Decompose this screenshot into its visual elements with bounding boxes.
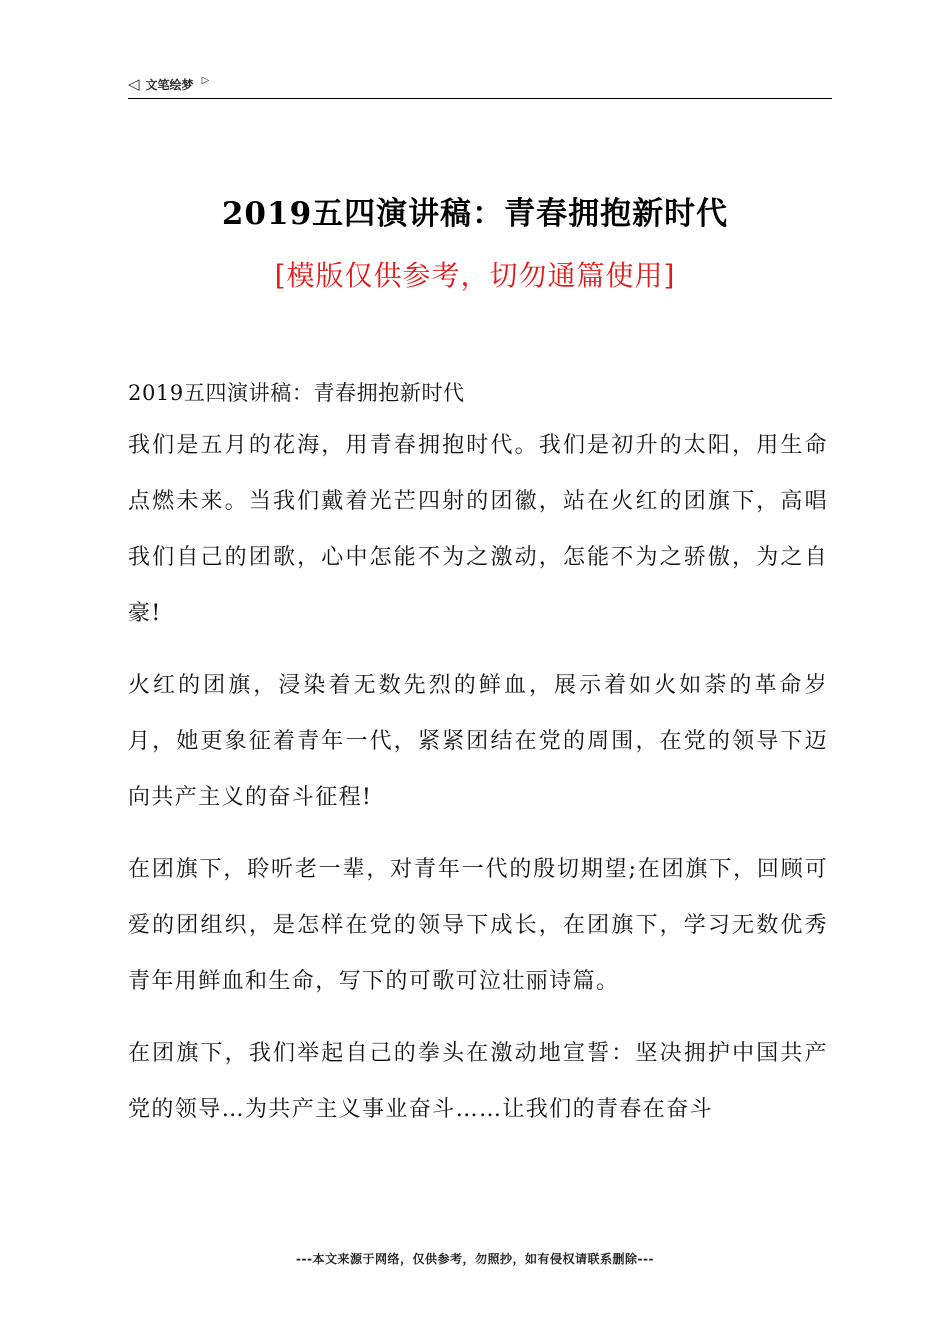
- triangle-right-icon: ▷: [201, 75, 210, 86]
- paragraph-2: 火红的团旗，浸染着无数先烈的鲜血，展示着如火如荼的革命岁月，她更象征着青年一代，紧紧团结在党的周围，在党的领导下迈向共产主义的奋斗征程!: [128, 673, 828, 810]
- document-subtitle: [模版仅供参考，切勿通篇使用]: [274, 259, 676, 292]
- body-heading: 2019五四演讲稿：青春拥抱新时代: [128, 381, 465, 405]
- triangle-left-icon: ◁: [128, 74, 140, 93]
- document-title: 2019五四演讲稿：青春拥抱新时代: [221, 196, 729, 232]
- header-brand: [128, 74, 209, 94]
- page-header: [128, 74, 832, 99]
- paragraph-1: 我们是五月的花海，用青春拥抱时代。我们是初升的太阳，用生命点燃未来。当我们戴着光芒四射的团徽，站在火红的团旗下，高唱我们自己的团歌，心中怎能不为之激动，怎能不为之骄傲，为之自豪!: [128, 433, 828, 626]
- document-body: [128, 378, 828, 1154]
- page-footer: ---本文来源于网络，仅供参考，勿照抄，如有侵权请联系删除---: [296, 1252, 654, 1266]
- paragraph-3: 在团旗下，聆听老一辈，对青年一代的殷切期望;在团旗下，回顾可爱的团组织，是怎样在党的领导下成长，在团旗下，学习无数优秀青年用鲜血和生命，写下的可歌可泣壮丽诗篇。: [128, 857, 828, 994]
- paragraph-4: 在团旗下，我们举起自己的拳头在激动地宣誓：坚决拥护中国共产党的领导…为共产主义事业奋斗……让我们的青春在奋斗: [128, 1041, 828, 1122]
- brand-name: 文笔绘梦: [145, 77, 194, 92]
